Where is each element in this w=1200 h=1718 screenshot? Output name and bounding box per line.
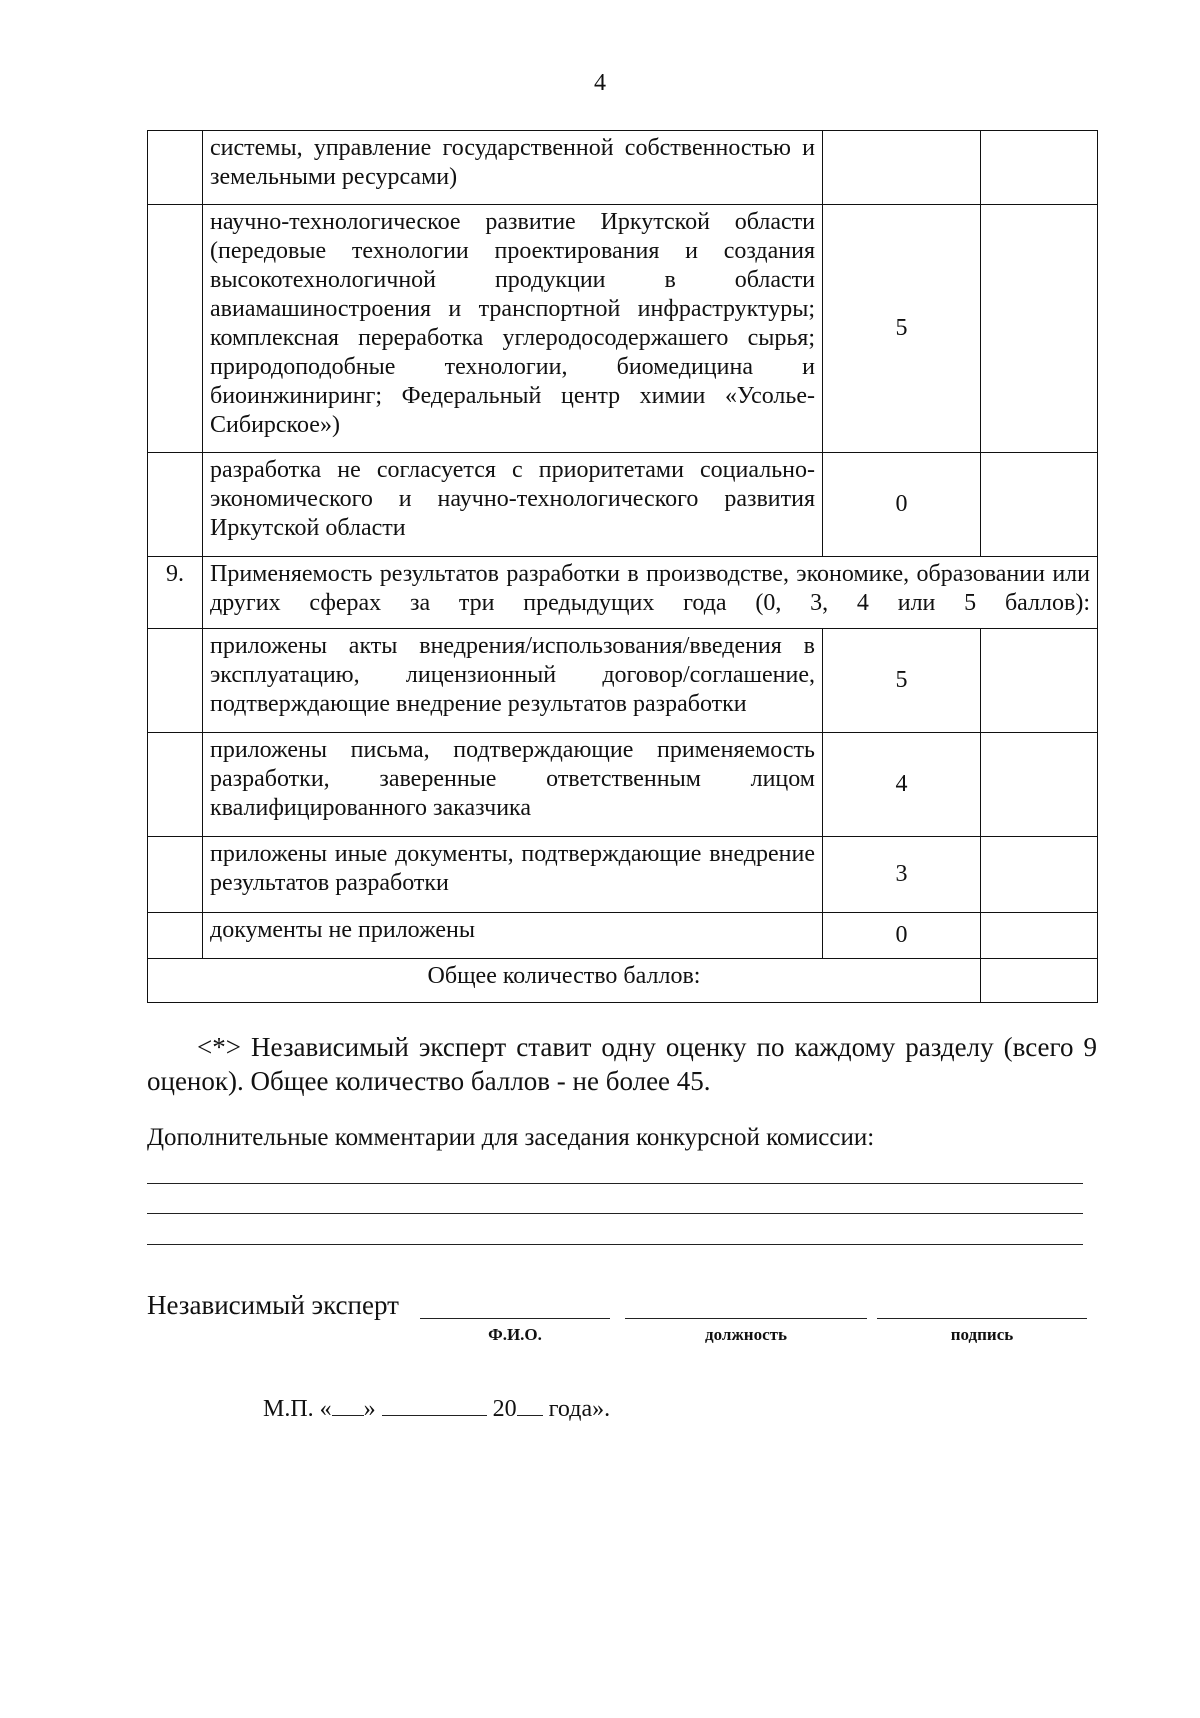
row-number [148,205,203,453]
criterion-text: системы, управление государственной собственностью и земельными ресурсами) [203,131,823,205]
century-label: 20 [492,1396,517,1422]
position-caption: должность [705,1325,787,1344]
criterion-text: приложены иные документы, подтверждающие внедрение результатов разработки [203,837,823,913]
expert-score-cell[interactable] [981,837,1098,913]
comments-label: Дополнительные комментарии для заседания конкурсной комиссии: [147,1124,875,1151]
score-value: 5 [823,629,981,733]
month-field[interactable] [382,1393,487,1416]
table-row [148,629,1098,733]
total-row [148,959,1098,1003]
row-number [148,629,203,733]
table-row [148,733,1098,837]
day-field[interactable] [332,1393,364,1416]
score-value: 0 [823,453,981,557]
stamp-label: М.П. « [263,1396,332,1422]
expert-score-cell[interactable] [981,453,1098,557]
table-row [148,131,1098,205]
comment-line[interactable] [147,1244,1083,1245]
score-value [823,131,981,205]
close-quote: » [363,1396,376,1422]
criterion-text: документы не приложены [203,913,823,959]
stamp-date-row [263,1393,610,1423]
fio-field[interactable] [420,1318,610,1319]
table-row [148,837,1098,913]
expert-score-cell[interactable] [981,205,1098,453]
score-value: 3 [823,837,981,913]
criterion-text: разработка не согласуется с приоритетами социально-экономического и научно-технологического развития Иркутской области [203,453,823,557]
table-row [148,557,1098,629]
expert-score-cell[interactable] [981,913,1098,959]
year-suffix: года». [548,1396,611,1422]
fio-caption: Ф.И.О. [488,1325,542,1344]
table-row [148,453,1098,557]
expert-score-cell[interactable] [981,131,1098,205]
expert-score-cell[interactable] [981,629,1098,733]
score-value: 4 [823,733,981,837]
score-value: 5 [823,205,981,453]
page-number: 4 [594,70,606,96]
table-row [148,913,1098,959]
total-score-cell[interactable] [981,959,1098,1003]
signature-field[interactable] [877,1318,1087,1319]
row-number [148,733,203,837]
comment-line[interactable] [147,1183,1083,1184]
criterion-text: научно-технологическое развитие Иркутской области (передовые технологии проектирования и создания высокотехнологичной продукции в области авиамашиностроения и транспортной инфраструктуры; комплексная переработка углеродосодержашего сырья; природоподобные технологии, биомедицина и биоинжиниринг; Федеральный центр химии «Усолье-Сибирское») [203,205,823,453]
year-field[interactable] [517,1393,543,1416]
comment-line[interactable] [147,1213,1083,1214]
criterion-text: приложены акты внедрения/использования/введения в эксплуатацию, лицензионный договор/соглашение, подтверждающие внедрение результатов разработки [203,629,823,733]
expert-score-cell[interactable] [981,733,1098,837]
signature-caption: подпись [950,1325,1014,1344]
row-number [148,913,203,959]
table-row [148,205,1098,453]
criteria-table [147,130,1098,1003]
section-number: 9. [148,557,203,629]
row-number [148,453,203,557]
footnote: <*> Независимый эксперт ставит одну оценку по каждому разделу (всего 9 оценок). Общее количество баллов - не более 45. [147,1032,1097,1096]
position-field[interactable] [625,1318,867,1319]
total-label: Общее количество баллов: [148,959,981,1003]
expert-label: Независимый эксперт [147,1290,399,1320]
section-title: Применяемость результатов разработки в производстве, экономике, образовании или других сферах за три предыдущих года (0, 3, 4 или 5 баллов): [203,557,1098,629]
criterion-text: приложены письма, подтверждающие применяемость разработки, заверенные ответственным лицом квалифицированного заказчика [203,733,823,837]
score-value: 0 [823,913,981,959]
row-number [148,837,203,913]
row-number [148,131,203,205]
